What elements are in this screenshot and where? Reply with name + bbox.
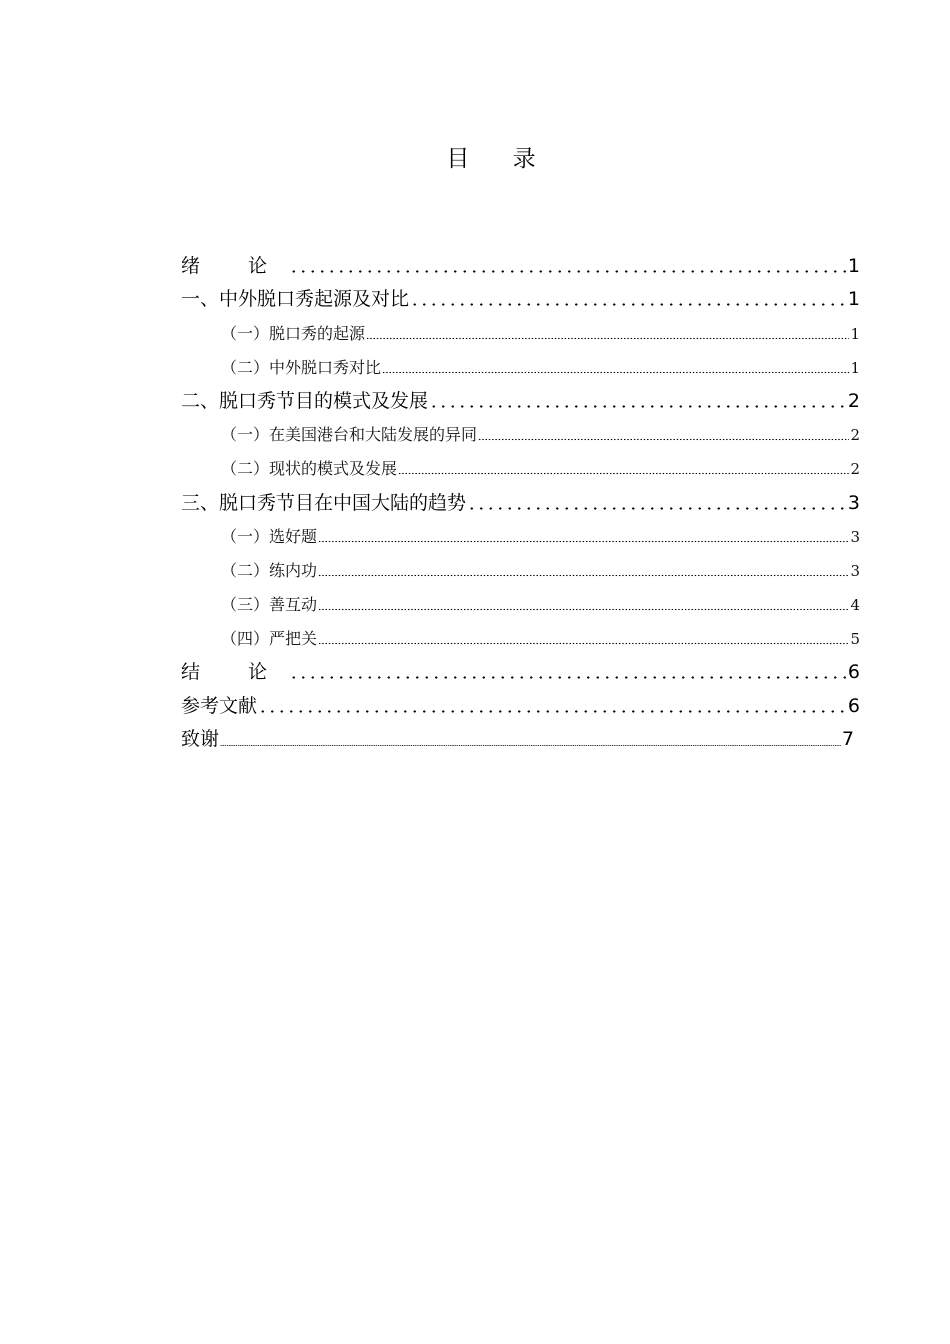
toc-entry-section-3-3[interactable] [181, 586, 860, 620]
toc-entry-page: 3 [850, 561, 860, 580]
toc-dot-leader [318, 574, 849, 577]
toc-entry-label: （二）中外脱口秀对比 [221, 357, 382, 377]
toc-entry-label-text: 绪 论 [181, 255, 289, 278]
toc-dot-leader [382, 371, 849, 374]
toc-entry-page: 2 [847, 389, 860, 412]
toc-entry-section-2-2[interactable] [181, 450, 860, 484]
toc-dot-leader [366, 337, 849, 340]
toc-dot-leader [429, 404, 847, 409]
toc-entry-page: 4 [850, 596, 860, 615]
toc-entry-section-1-1[interactable] [181, 314, 860, 348]
toc-entry-label: （一）脱口秀的起源 [221, 323, 366, 343]
toc-entry-page: 1 [847, 255, 860, 278]
toc-entry-section-2-1[interactable] [181, 416, 860, 450]
toc-entry-page: 6 [847, 661, 860, 684]
toc-dot-leader [289, 269, 847, 274]
toc-dot-leader [258, 709, 847, 714]
toc-entry-page: 7 [841, 727, 854, 750]
toc-entry-label: 致谢 [181, 727, 220, 750]
toc-entry-label: （一）选好题 [221, 526, 318, 546]
toc-entry-chapter-1[interactable] [181, 281, 860, 314]
toc-entry-label-text: 结 论 [181, 661, 289, 684]
toc-entry-page: 2 [850, 460, 860, 479]
toc-dot-leader [318, 608, 849, 611]
toc-entry-label: （二）练内功 [221, 560, 318, 580]
toc-entry-label: 参考文献 [181, 694, 258, 717]
toc-entry-section-1-2[interactable] [181, 349, 860, 383]
toc-dot-leader [220, 744, 841, 747]
toc-entry-section-3-1[interactable] [181, 518, 860, 552]
toc-entry-section-3-4[interactable] [181, 620, 860, 654]
page-title: 目 录 [446, 146, 554, 172]
toc-entry-label [181, 254, 288, 278]
toc-entry-page: 3 [850, 527, 860, 546]
table-of-contents [181, 248, 860, 754]
toc-dot-leader [410, 302, 847, 307]
toc-entry-page: 5 [850, 630, 860, 649]
toc-entry-page: 6 [847, 694, 860, 717]
toc-entry-introduction[interactable] [181, 248, 860, 281]
toc-entry-label: （四）严把关 [221, 629, 318, 649]
toc-dot-leader [289, 675, 847, 680]
toc-entry-conclusion[interactable] [181, 654, 860, 687]
toc-entry-label: （一）在美国港台和大陆发展的异同 [221, 425, 478, 445]
toc-dot-leader [467, 506, 847, 511]
toc-entry-page: 1 [847, 288, 860, 311]
toc-dot-leader [318, 540, 849, 543]
toc-entry-label: （二）现状的模式及发展 [221, 459, 398, 479]
toc-entry-section-3-2[interactable] [181, 552, 860, 586]
toc-entry-label: 三、脱口秀节目在中国大陆的趋势 [181, 491, 467, 514]
toc-entry-page: 1 [850, 324, 860, 343]
toc-entry-acknowledgements[interactable] [181, 721, 860, 754]
toc-entry-page: 2 [850, 426, 860, 445]
toc-entry-label: （三）善互动 [221, 595, 318, 615]
toc-dot-leader [318, 642, 849, 645]
toc-entry-chapter-3[interactable] [181, 484, 860, 517]
toc-entry-page: 3 [847, 491, 860, 514]
toc-entry-references[interactable] [181, 687, 860, 720]
toc-entry-chapter-2[interactable] [181, 383, 860, 416]
toc-entry-label: 二、脱口秀节目的模式及发展 [181, 389, 429, 412]
toc-dot-leader [398, 472, 849, 475]
toc-entry-label: 一、中外脱口秀起源及对比 [181, 288, 410, 311]
toc-entry-label [181, 660, 288, 684]
toc-entry-page: 1 [850, 358, 860, 377]
toc-dot-leader [478, 438, 849, 441]
